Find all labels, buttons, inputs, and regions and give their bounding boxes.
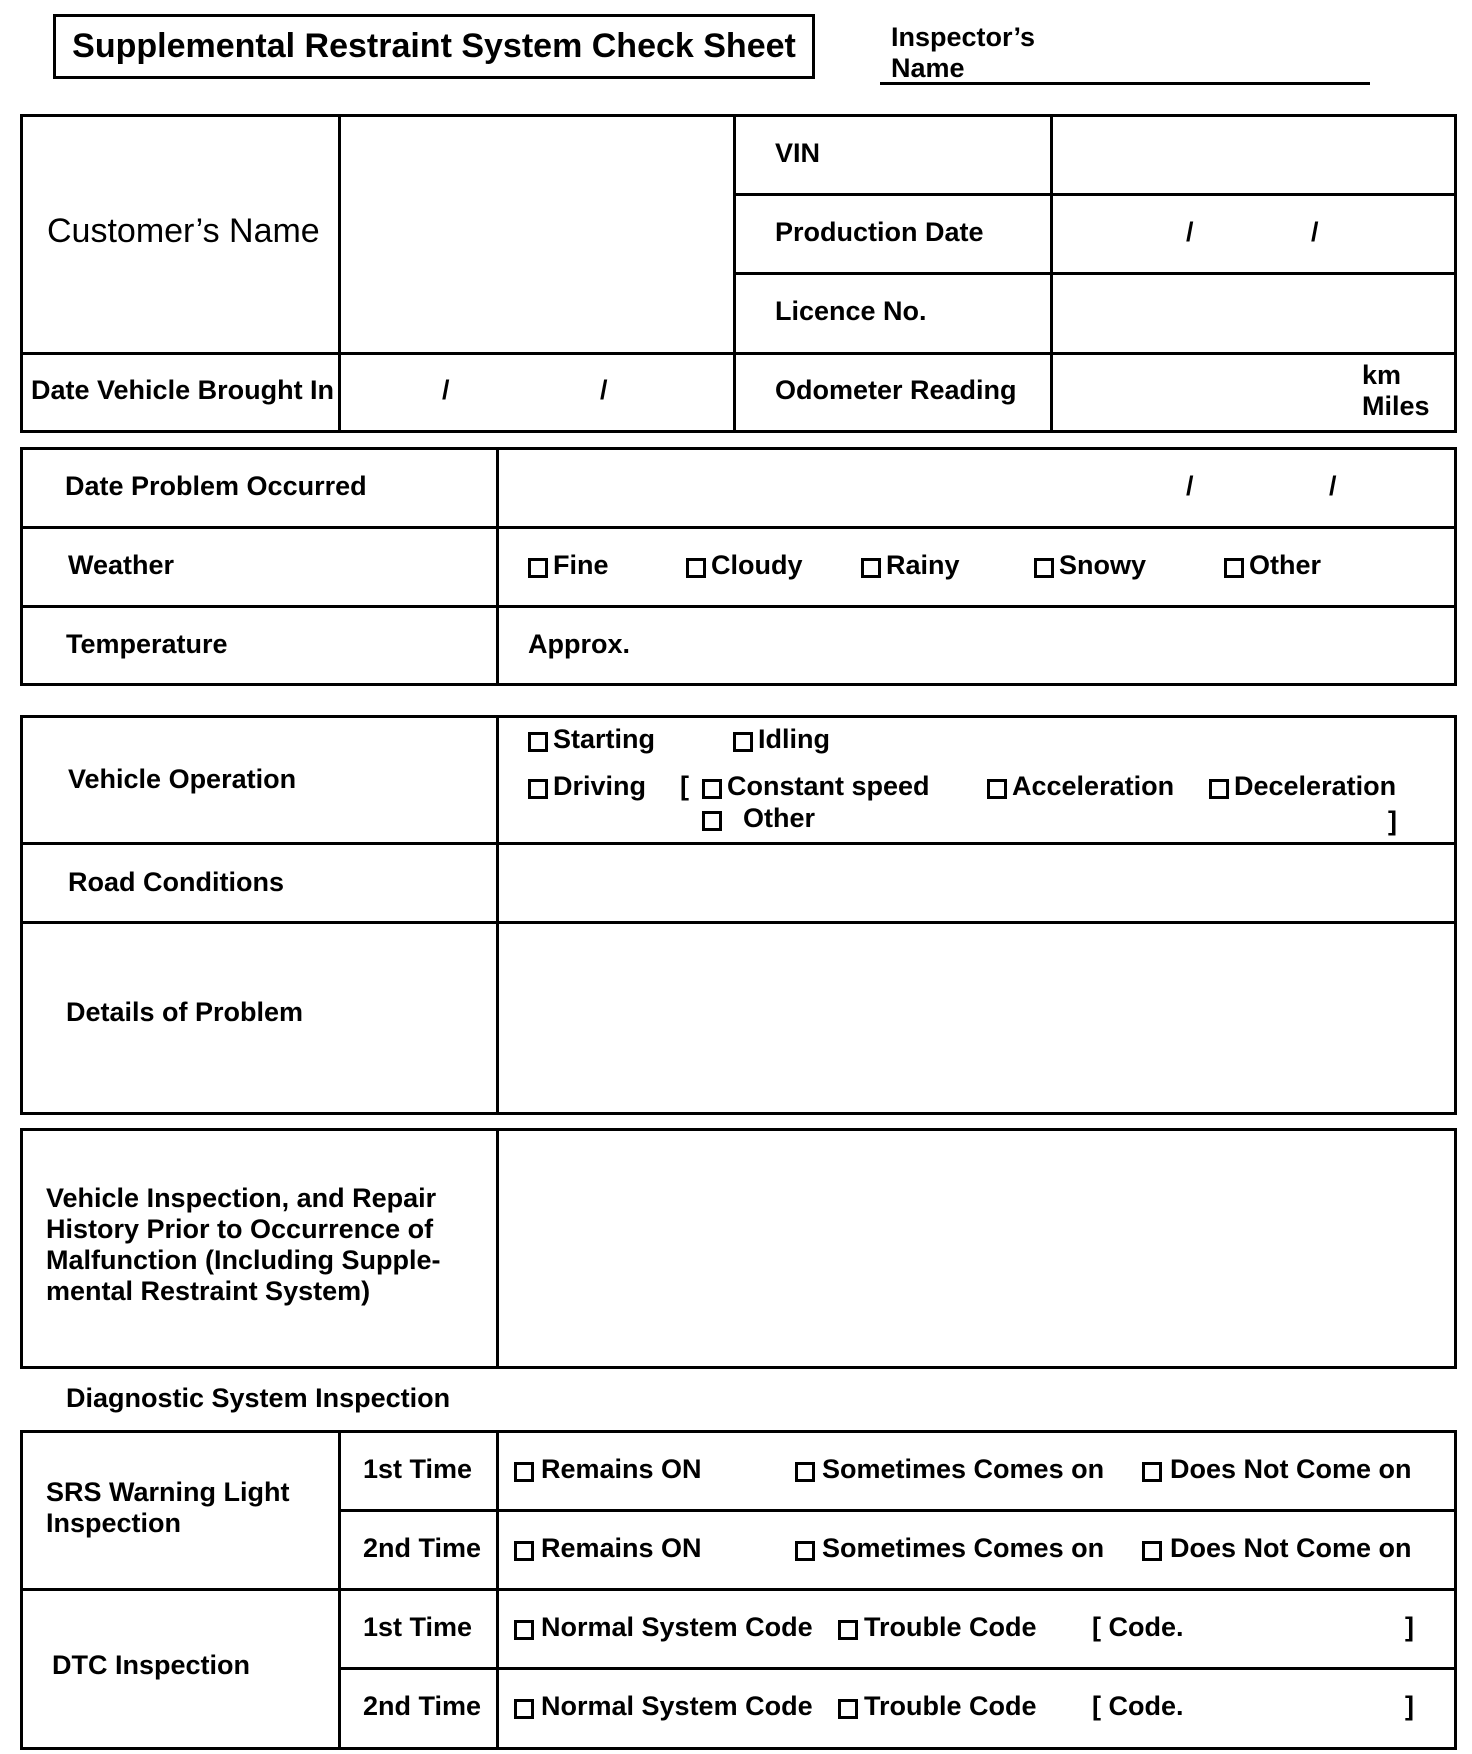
history-label-line2: History Prior to Occurrence of [46, 1214, 434, 1244]
date-problem-separator: / [1186, 471, 1194, 501]
production-date-label: Production Date [775, 217, 984, 247]
temperature-label: Temperature [66, 629, 228, 659]
acceleration-label: Acceleration [1012, 771, 1175, 801]
srs1-sometimes-label: Sometimes Comes on [822, 1454, 1105, 1484]
weather-fine-checkbox[interactable] [528, 558, 548, 578]
srs1-does-not-checkbox[interactable] [1142, 1462, 1162, 1482]
licence-field[interactable] [1054, 276, 1454, 350]
srs-label-line2: Inspection [46, 1508, 182, 1538]
srs-label-line1: SRS Warning Light [46, 1477, 290, 1507]
srs1-remains-on-label: Remains ON [541, 1454, 702, 1484]
srs2-sometimes-label: Sometimes Comes on [822, 1533, 1105, 1563]
dtc1-code-close: ] [1405, 1612, 1414, 1642]
srs-first-time-label: 1st Time [363, 1454, 473, 1484]
idling-label: Idling [758, 724, 830, 754]
temperature-approx: Approx. [528, 629, 631, 659]
acceleration-checkbox[interactable] [987, 779, 1007, 799]
history-label-line1: Vehicle Inspection, and Repair [46, 1183, 437, 1213]
dtc1-trouble-label: Trouble Code [864, 1612, 1037, 1642]
starting-label: Starting [553, 724, 656, 754]
srs-second-time-label: 2nd Time [363, 1533, 482, 1563]
dtc1-trouble-checkbox[interactable] [838, 1620, 858, 1640]
deceleration-checkbox[interactable] [1209, 779, 1229, 799]
srs1-does-not-label: Does Not Come on [1170, 1454, 1412, 1484]
inspector-label-line2: Name [891, 53, 965, 83]
unit-km: km [1362, 360, 1402, 390]
customer-name-field[interactable] [342, 118, 730, 350]
history-label-line3: Malfunction (Including Supple- [46, 1245, 441, 1275]
srs2-remains-on-label: Remains ON [541, 1533, 702, 1563]
licence-label: Licence No. [775, 296, 927, 326]
dtc1-normal-label: Normal System Code [541, 1612, 813, 1642]
date-brought-in-separator: / [600, 375, 608, 405]
weather-other-label: Other [1249, 550, 1322, 580]
weather-cloudy-checkbox[interactable] [686, 558, 706, 578]
close-bracket: ] [1388, 806, 1397, 836]
weather-label: Weather [68, 550, 175, 580]
srs2-does-not-checkbox[interactable] [1142, 1541, 1162, 1561]
history-field[interactable] [500, 1132, 1454, 1366]
dtc2-trouble-checkbox[interactable] [838, 1699, 858, 1719]
dtc-second-time-label: 2nd Time [363, 1691, 482, 1721]
weather-other-checkbox[interactable] [1224, 558, 1244, 578]
srs2-does-not-label: Does Not Come on [1170, 1533, 1412, 1563]
vin-label: VIN [775, 138, 821, 168]
history-label-line4: mental Restraint System) [46, 1276, 371, 1306]
srs1-remains-on-checkbox[interactable] [514, 1462, 534, 1482]
weather-cloudy-label: Cloudy [711, 550, 803, 580]
weather-snowy-label: Snowy [1059, 550, 1147, 580]
constant-speed-checkbox[interactable] [702, 779, 722, 799]
date-problem-separator: / [1329, 471, 1337, 501]
odometer-label: Odometer Reading [775, 375, 1017, 405]
constant-speed-label: Constant speed [727, 771, 930, 801]
road-conditions-field[interactable] [500, 846, 1454, 919]
deceleration-label: Deceleration [1234, 771, 1397, 801]
dtc-label: DTC Inspection [52, 1650, 251, 1680]
date-brought-in-separator: / [442, 375, 450, 405]
weather-rainy-label: Rainy [886, 550, 960, 580]
date-brought-in-label: Date Vehicle Brought In [31, 375, 335, 405]
details-field[interactable] [500, 925, 1454, 1112]
dtc2-code-label: [ Code. [1092, 1691, 1184, 1721]
srs2-remains-on-checkbox[interactable] [514, 1541, 534, 1561]
dtc2-normal-checkbox[interactable] [514, 1699, 534, 1719]
inspector-name-line[interactable] [880, 82, 1370, 85]
dtc-first-time-label: 1st Time [363, 1612, 473, 1642]
idling-checkbox[interactable] [733, 732, 753, 752]
date-problem-label: Date Problem Occurred [65, 471, 367, 501]
starting-checkbox[interactable] [528, 732, 548, 752]
dtc2-trouble-label: Trouble Code [864, 1691, 1037, 1721]
driving-checkbox[interactable] [528, 779, 548, 799]
dtc2-code-close: ] [1405, 1691, 1414, 1721]
inspector-label-line1: Inspector’s [891, 22, 1036, 52]
sheet-title: Supplemental Restraint System Check Sheet [53, 14, 815, 79]
customer-name-label: Customer’s Name [47, 212, 320, 250]
production-date-separator: / [1311, 217, 1319, 247]
weather-snowy-checkbox[interactable] [1034, 558, 1054, 578]
srs2-sometimes-checkbox[interactable] [795, 1541, 815, 1561]
vehicle-operation-label: Vehicle Operation [68, 764, 297, 794]
diagnostic-section-title: Diagnostic System Inspection [66, 1383, 451, 1413]
dtc1-code-label: [ Code. [1092, 1612, 1184, 1642]
other-operation-label: Other [743, 803, 816, 833]
vin-field[interactable] [1054, 118, 1454, 191]
srs1-sometimes-checkbox[interactable] [795, 1462, 815, 1482]
weather-rainy-checkbox[interactable] [861, 558, 881, 578]
details-label: Details of Problem [66, 997, 304, 1027]
other-operation-checkbox[interactable] [702, 811, 722, 831]
weather-fine-label: Fine [553, 550, 609, 580]
open-bracket: [ [680, 771, 689, 801]
driving-label: Driving [553, 771, 647, 801]
dtc1-normal-checkbox[interactable] [514, 1620, 534, 1640]
production-date-separator: / [1186, 217, 1194, 247]
road-conditions-label: Road Conditions [68, 867, 284, 897]
unit-miles: Miles [1362, 391, 1430, 421]
dtc2-normal-label: Normal System Code [541, 1691, 813, 1721]
